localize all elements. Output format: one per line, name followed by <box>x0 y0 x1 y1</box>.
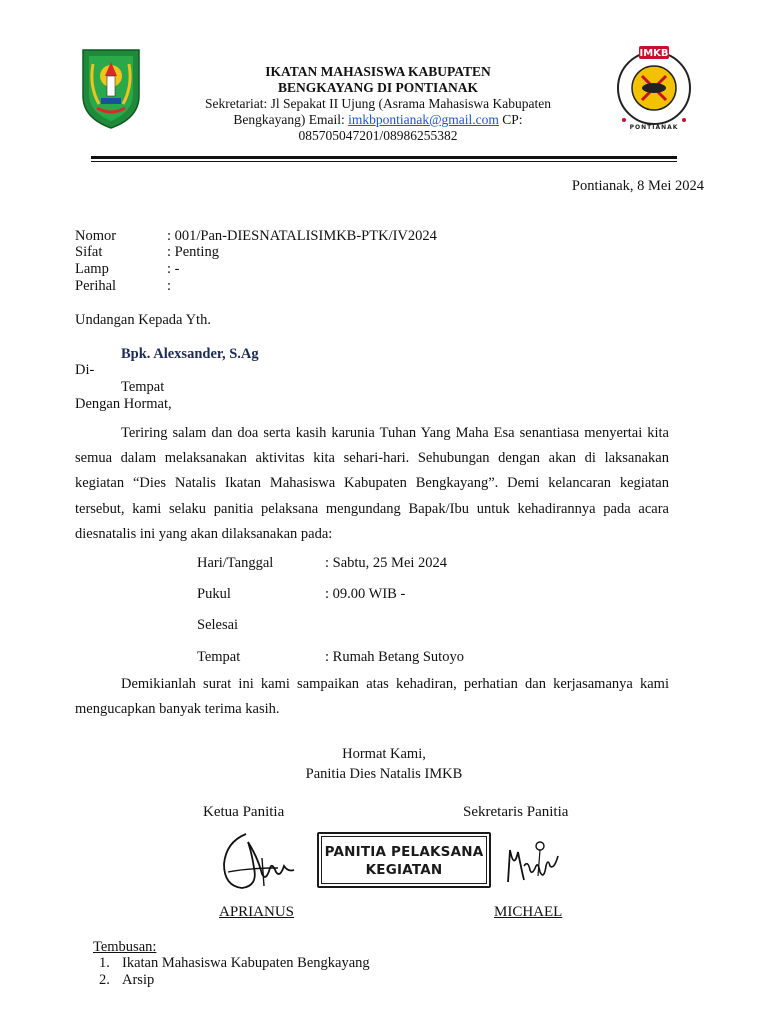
chair-signature <box>218 828 298 894</box>
secretary-name: MICHAEL <box>494 904 563 920</box>
regency-emblem-logo <box>79 46 143 130</box>
meta-label-perihal: Perihal <box>75 278 117 294</box>
letterhead-rule-thick <box>91 156 677 159</box>
recipient-di: Di- <box>75 362 95 378</box>
meta-value-lamp: : - <box>167 261 180 277</box>
email-link[interactable]: imkbpontianak@gmail.com <box>348 112 499 127</box>
signoff-line2: Panitia Dies Natalis IMKB <box>305 766 463 782</box>
meta-value-sifat: : Penting <box>167 244 219 260</box>
letterhead <box>180 64 576 144</box>
meta-label-lamp: Lamp <box>75 261 109 277</box>
recipient-intro: Undangan Kepada Yth. <box>75 312 211 328</box>
org-name-line1: IKATAN MAHASISWA KABUPATEN <box>265 64 491 79</box>
place-date: Pontianak, 8 Mei 2024 <box>571 178 704 194</box>
stamp-line1: PANITIA PELAKSANA <box>324 844 484 860</box>
imkb-logo-text: IMKB <box>639 48 669 59</box>
recipient-place: Tempat <box>121 379 165 395</box>
cc-title: Tembusan: <box>93 939 157 955</box>
closing-paragraph: Demikianlah surat ini kami sampaikan atas kehadiran, perhatian dan kerjasamanya kami mengucapkan banyak terima kasih. <box>75 676 669 718</box>
org-name-line2: BENGKAYANG DI PONTIANAK <box>277 80 479 95</box>
event-date-label: Hari/Tanggal <box>197 555 274 571</box>
cc-item-number-1: 1. <box>99 955 110 971</box>
event-place-label: Tempat <box>197 649 241 665</box>
event-time-value: : 09.00 WIB - <box>325 586 406 602</box>
committee-stamp <box>317 832 491 888</box>
address-line1: Sekretariat: Jl Sepakat II Ujung (Asrama Mahasiswa Kabupaten <box>204 96 552 111</box>
event-place-value: : Rumah Betang Sutoyo <box>325 649 464 665</box>
chair-name: APRIANUS <box>219 904 295 920</box>
meta-label-nomor: Nomor <box>75 228 117 244</box>
imkb-logo-bottom-text: PONTIANAK <box>629 124 679 131</box>
imkb-emblem-logo <box>609 40 699 132</box>
address-line2: Bengkayang) Email: imkbpontianak@gmail.com CP: <box>233 112 523 127</box>
signoff-line1: Hormat Kami, <box>342 746 426 762</box>
meta-value-nomor: : 001/Pan-DIESNATALISIMKB-PTK/IV2024 <box>167 228 437 244</box>
phone-numbers: 085705047201/08986255382 <box>298 128 458 143</box>
event-time-label: Pukul <box>197 586 231 602</box>
stamp-line2: KEGIATAN <box>365 862 443 878</box>
secretary-signature <box>502 836 562 892</box>
greeting: Dengan Hormat, <box>75 396 172 412</box>
secretary-title: Sekretaris Panitia <box>463 804 569 820</box>
cc-item-number-2: 2. <box>99 972 110 988</box>
event-end-label: Selesai <box>197 617 239 633</box>
recipient-name: Bpk. Alexsander, S.Ag <box>121 346 259 362</box>
cc-item-2: Arsip <box>122 972 155 988</box>
body-paragraph: Teriring salam dan doa serta kasih karunia Tuhan Yang Maha Esa senantiasa menyertai kita semua dalam melaksanakan aktivitas kita sehari-hari. Sehubungan dengan akan di laksanakan kegiatan “Dies Natalis Ikatan Mahasiswa Kabupaten Bengkayang”. Demi kelancaran kegiatan tersebut, kami selaku panitia pelaksana mengundang Bapak/Ibu untuk kehadirannya pada acara diesnatalis ini yang akan dilaksanakan pada: <box>75 425 669 542</box>
cc-item-1: Ikatan Mahasiswa Kabupaten Bengkayang <box>122 955 370 971</box>
meta-value-perihal: : <box>167 278 172 294</box>
letterhead-rule-thin <box>91 161 677 162</box>
chair-title: Ketua Panitia <box>203 804 285 820</box>
meta-label-sifat: Sifat <box>75 244 103 260</box>
event-date-value: : Sabtu, 25 Mei 2024 <box>325 555 448 571</box>
